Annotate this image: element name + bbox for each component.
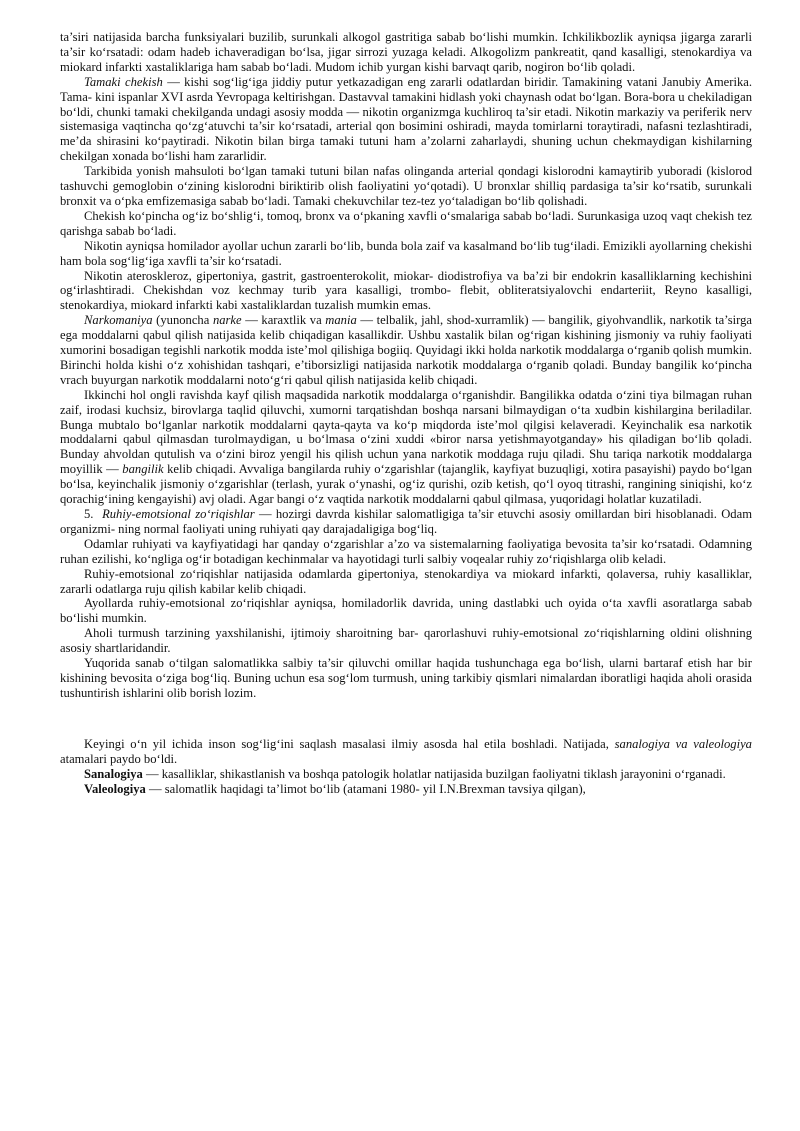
- text-run: ta’siri natijasida barcha funksiyalari buzilib, surunkali alkogol gastritiga sabab bo‘lishi mumkin. Ichkilikbozlik ayniqsa jigarga zararli ta’sir ko‘rsatadi: odam hadeb ichaveradigan bo‘lsa, jigar sirrozi yuzaga keladi. Alkogolizm pankreatit, qand kasalligi, stenokardiya va miokard infarkti xastaliklariga ham sabab bo‘ladi. Mudom ichib yurgan kishi barvaqt qarib, nogiron bo‘lib qoladi.: [60, 30, 752, 74]
- text-run: — hozirgi davrda kishilar salomatligiga ta’sir etuvchi asosiy omillardan biri hisoblanadi. Odam organizmi- ning normal faoliyati uning ruhiyati qay darajadaligiga bog‘liq.: [60, 507, 752, 536]
- text-run: Chekish ko‘pincha og‘iz bo‘shlig‘i, tomoq, bronx va o‘pkaning xavfli o‘smalariga sabab bo‘ladi. Surunkasiga uzoq vaqt chekish tez qarishga sabab bo‘ladi.: [60, 208, 752, 238]
- text-run: — telbalik, jahl, shod-xurramlik) — bangilik, giyohvandlik, narkotik ta’sirga ega moddalarni qabul qilish natijasida kelib chiqadigan kasallikdir. Ushbu xastalik bilan og‘rigan kishining jismoniy va ruhiy faoliyati xumorini bosadigan tegishli narkotik modda iste’mol qilishiga bogiiq. Quyidagi ikki holda narkotik moddalarga o‘rganib qolish mumkin. Birinchi holda kishi o‘z xohishidan tashqari, e’tiborsizligi natijasida narkotik moddalarga o‘rganib qoladi. Bunday bangilik ko‘pincha vrach buyurgan narkotik moddalarni noto‘g‘ri qabul qilish natijasida kelib chiqadi.: [60, 313, 753, 387]
- paragraph-alcohol-effects: [60, 30, 752, 75]
- paragraph-narcomania: [60, 313, 752, 388]
- text-run: (yunoncha: [152, 313, 213, 328]
- term-ruhiy-emotsional: Ruhiy-emotsional zo‘riqishlar: [102, 507, 255, 521]
- text-run: kelib chiqadi. Avvaliga bangilarda ruhiy o‘zgarishlar (tajanglik, kayfiyat buzuqligi, xotira pasayishi) paydo bo‘lgan bo‘lsa, keyinchalik jismoniy o‘zgarishlar (terlash, yurak o‘ynashi, og‘iz qurishi, ozib ketish, qo‘l oyoq titrashi, rangining siniqishi, ko‘z qorachig‘ining kengayishi) avj oladi. Agar bangi o‘z vaqtida narkotik moddalarni qabul qilmasa, yuqoridagi holatlar kuzatiladi.: [60, 462, 753, 507]
- paragraph-healthy-lifestyle: [60, 656, 752, 701]
- term-narke: narke: [212, 313, 242, 328]
- text-run: Ruhiy-emotsional zo‘riqishlar natijasida odamlarda gipertoniya, stenokardiya va miokard infarkti, qolaversa, ruhiy kasalliklar, zararli odatlarga ruju qilish kabilar kelib chiqadi.: [60, 566, 752, 596]
- text-run: — salomatlik haqidagi ta’limot bo‘lib (atamani 1980- yil I.N.Brexman tavsiya qilgan),: [145, 781, 586, 796]
- text-run: Aholi turmush tarzining yaxshilanishi, ijtimoiy sharoitning bar- qarorlashuvi ruhiy-emotsional zo‘riqishlarning oldini olishning asosiy shartlaridandir.: [60, 626, 752, 656]
- paragraph-smoking-cancer: [60, 209, 752, 239]
- paragraph-emotional-stress: [60, 507, 752, 537]
- paragraph-nicotine-diseases: [60, 269, 752, 314]
- paragraph-sanalogiya: [60, 767, 752, 782]
- paragraph-stress-consequences: [60, 567, 752, 597]
- text-run: — kasalliklar, shikastlanish va boshqa patologik holatlar natijasida buzilgan faoliyatni tiklash jarayonini o‘rganadi.: [142, 766, 726, 781]
- term-sanalogiya-valeologiya: sanalogiya va valeologiya: [614, 736, 752, 751]
- text-run: Ikkinchi hol ongli ravishda kayf qilish maqsadida narkotik moddalarga o‘rganishdir. Bangilikka odatda o‘zini tiya bilmagan ruhan zaif, irodasi kuchsiz, birovlarga taqlid qiluvchi, xumorni tarqatishdan boshqa narsani bilmaydigan o‘ta xudbin kishilargina beriladilar. Bunga mubtalo bo‘lganlar narkotik moddalarni qayta-qayta va ko‘p miqdorda iste’mol qilgisi kelaveradi. Keyinchalik esa narkotik moddalarni qabul qilmasdan turolmaydigan, u bo‘lmasa o‘zini xuddi «biror narsa yetishmayotganday» his qiladigan bo‘lib qoladi. Bunday ahvoldan qutulish va o‘zini biroz yengil his qilish uchun yana narkotik moddaga ruju qiladi. Shu tariqa narkotik moddalarga moyillik —: [60, 387, 752, 477]
- paragraph-women-stress: [60, 596, 752, 626]
- paragraph-tobacco-smoke: [60, 164, 752, 209]
- text-run: Tarkibida yonish mahsuloti bo‘lgan tamaki tutuni bilan nafas olinganda arterial qondagi kislorodni kamaytirib yuboradi (kislorod tashuvchi gemoglobin o‘zining kislorodni biriktirib olish faoliyatini yo‘qotadi). U bronxlar shilliq pardasiga ta’sir ko‘rsatib, surunkali bronxit va o‘pka emfizemasiga sabab bo‘ladi. Tamaki chekuvchilar tez-tez yo‘taladigan bo‘lib qolishadi.: [60, 164, 752, 208]
- document-page: [60, 30, 752, 796]
- paragraph-nicotine-pregnancy: [60, 239, 752, 269]
- text-run: Ayollarda ruhiy-emotsional zo‘riqishlar ayniqsa, homiladorlik davrida, uning dastlabki uch oyida o‘ta xavfli asoratlarga sabab bo‘lishi mumkin.: [60, 596, 752, 626]
- paragraph-valeologiya: [60, 782, 752, 797]
- paragraph-science-health: [60, 737, 752, 767]
- section-number: 5.: [84, 507, 94, 521]
- term-valeologiya: Valeologiya: [84, 781, 146, 796]
- text-run: Yuqorida sanab o‘tilgan salomatlikka salbiy ta’sir qiluvchi omillar haqida tushunchaga ega bo‘lish, ularni bartaraf etish har bir kishining bevosita o‘ziga bog‘liq. Buning uchun esa sog‘lom turmush, uning tarkibiy qismlari nimalardan iboratligi haqida aholi orasida tushuntirish ishlarini olib borish lozim.: [60, 656, 752, 700]
- text-run: — kishi sog‘lig‘iga jiddiy putur yetkazadigan eng zararli odatlardan biridir. Tamakining vatani Janubiy Amerika. Tama- kini ispanlar XVI asrda Yevropaga keltirishgan. Dastavval tamakini hidlash yoki chaynash odat bo‘lgan. Bora-bora u chekiladigan bo‘ldi, chunki tamaki chekilganda undagi asosiy modda — nikotin organizmga kuchliroq ta’sir etadi. Nikotin markaziy va periferik nerv sistemasiga vaqtincha qo‘zg‘atuvchi ta’sir ko‘rsatadi, arterial qon bosimini oshiradi, mayda tomirlarni toraytiradi, nafasni tezlashtiradi, me’da shirasini ko‘paytiradi. Nikotin bilan birga tamaki tutuni ham a’zolarni zaharlaydi, shuning uchun chekmaydigan kishilarning chekilgan xonada bo‘lishi ham zararlidir.: [60, 74, 752, 164]
- text-run: Nikotin ateroskleroz, gipertoniya, gastrit, gastroenterokolit, miokar- diodistrofiya va ba’zi bir endokrin kasalliklarning kechishini og‘irlashtiradi. Chekishdan voz kechmay turib yara kasalligi, trombo- flebit, obliteratsiyalovchi endarteriit, Reyno kasalligi, stenokardiya, miokard infarkti kabi xastaliklardan tuzalish mumkin emas.: [60, 268, 752, 313]
- paragraph-tobacco-smoking: [60, 75, 752, 164]
- paragraph-prevention: [60, 626, 752, 656]
- text-run: — karaxtlik va: [241, 313, 326, 328]
- text-run: [93, 507, 102, 521]
- term-bangilik: bangilik: [122, 462, 164, 477]
- text-run: Keyingi o‘n yil ichida inson sog‘lig‘ini saqlash masalasi ilmiy asosda hal etila boshladi. Natijada,: [84, 736, 615, 751]
- text-run: atamalari paydo bo‘ldi.: [60, 751, 178, 766]
- paragraph-mood-changes: [60, 537, 752, 567]
- text-run: Nikotin ayniqsa homilador ayollar uchun zararli bo‘lib, bunda bola zaif va kasalmand bo‘lib tug‘iladi. Emizikli ayollarning chekishi ham bola sog‘lig‘iga xavfli ta’sir ko‘rsatadi.: [60, 238, 752, 268]
- paragraph-addiction-second-case: [60, 388, 752, 507]
- term-narkomaniya: Narkomaniya: [84, 313, 153, 328]
- term-mania: mania: [325, 313, 357, 328]
- term-tamaki-chekish: Tamaki chekish: [84, 74, 163, 89]
- text-run: Odamlar ruhiyati va kayfiyatidagi har qanday o‘zgarishlar a’zo va sistemalarning faoliyatiga bevosita ta’sir ko‘rsatadi. Odamning ruhan ezilishi, ko‘ngliga og‘ir botadigan kechinmalar va hayotidagi turli salbiy voqealar ruhiy zo‘riqishlarga olib keladi.: [60, 536, 752, 566]
- term-sanalogiya: Sanalogiya: [84, 766, 143, 781]
